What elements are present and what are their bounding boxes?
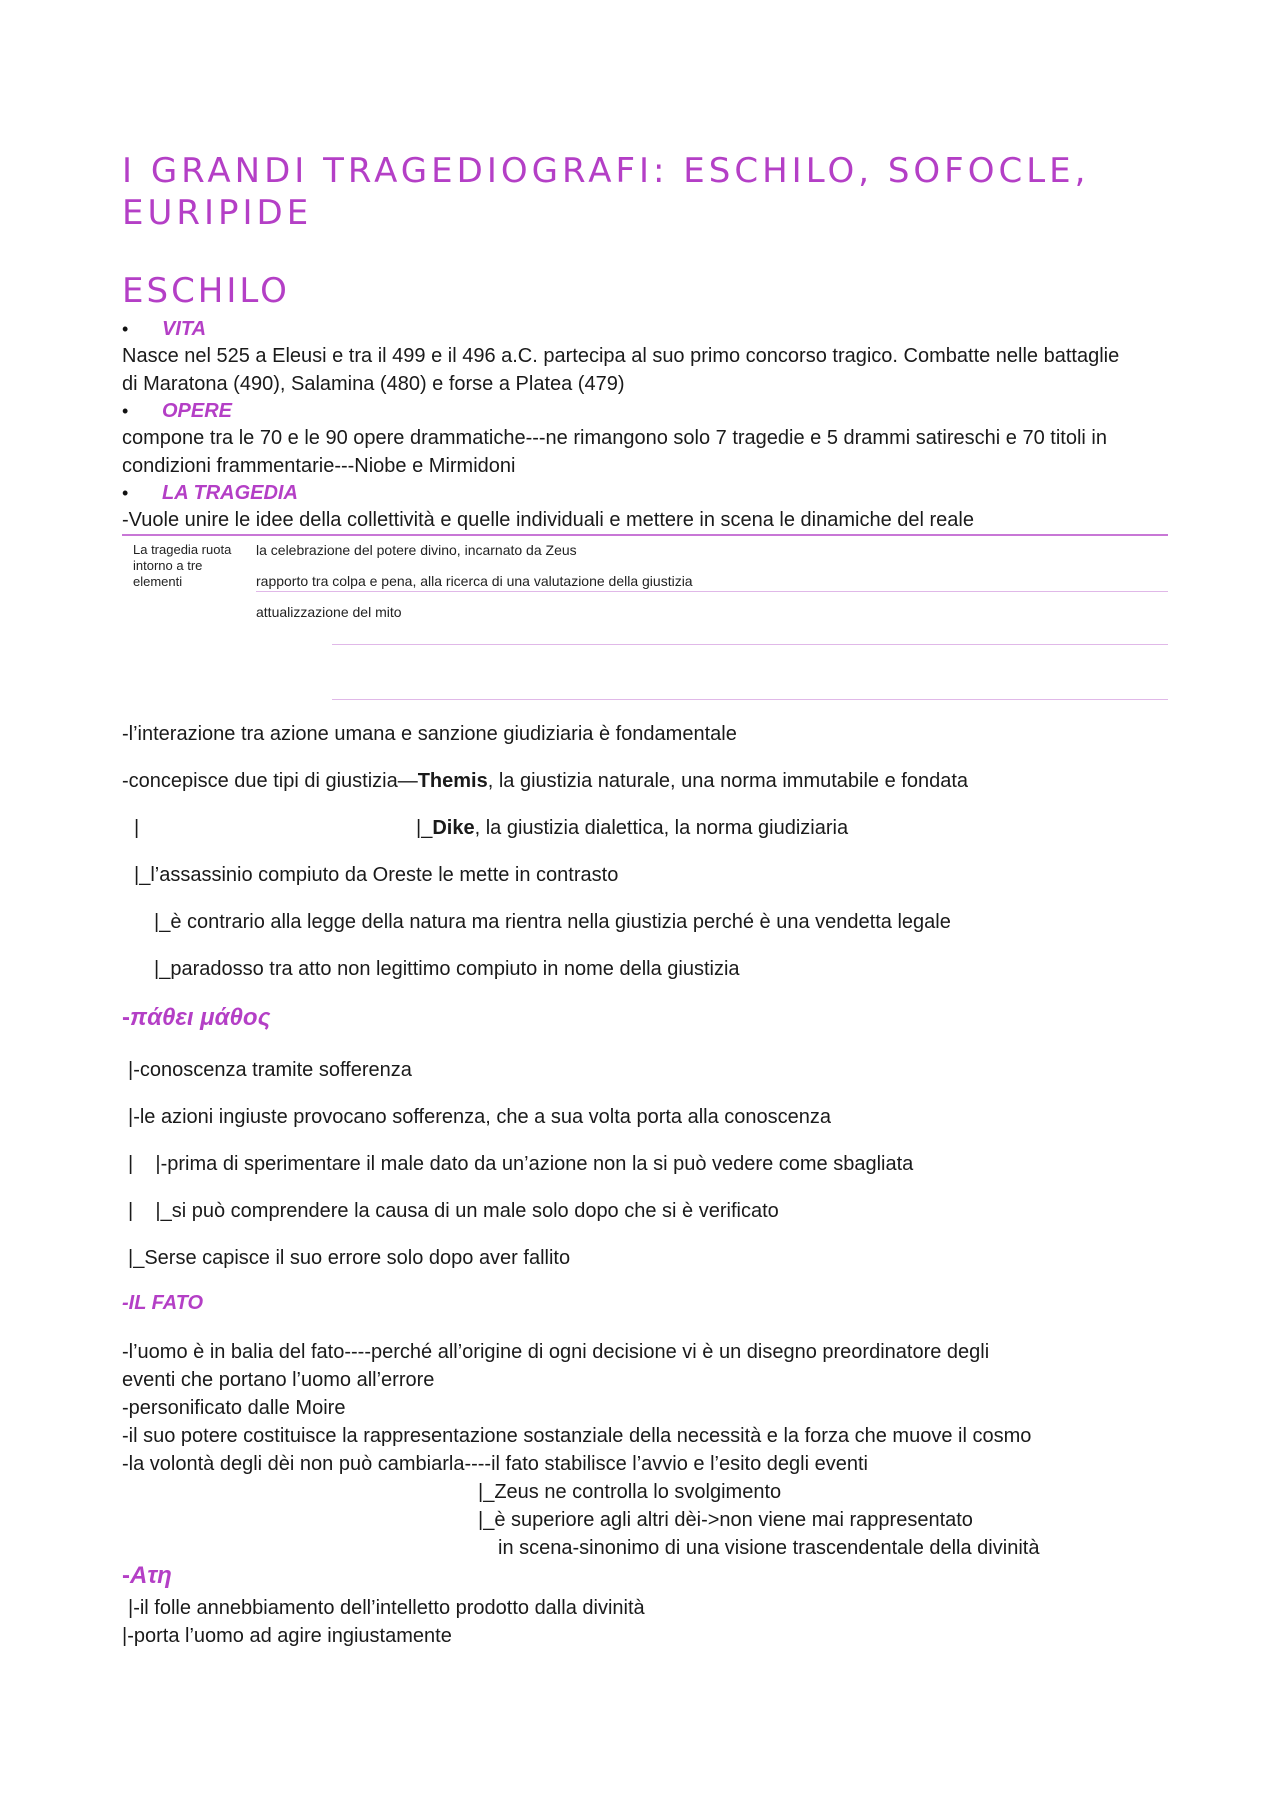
fato-line-3: -personificato dalle Moire <box>122 1397 346 1419</box>
diagram-root-label: La tragedia ruota intorno a tre elementi <box>133 542 232 589</box>
giustizia-line-4: |_l’assassinio compiuto da Oreste le mette in contrasto <box>134 864 619 886</box>
diagram-divider <box>332 699 1168 700</box>
vita-line-2: di Maratona (490), Salamina (480) e forse a Platea (479) <box>122 373 625 395</box>
fato-line-4: -il suo potere costituisce la rappresentazione sostanziale della necessità e la forza che muove il cosmo <box>122 1425 1032 1447</box>
text-run: |_ <box>416 817 433 839</box>
fato-line-7: |_è superiore agli altri dèi->non viene mai rappresentato <box>478 1509 973 1531</box>
bullet-label: OPERE <box>162 400 233 422</box>
text-run: - <box>122 1562 130 1589</box>
bullet-label: VITA <box>162 318 207 340</box>
giustizia-line-3-pipe: | <box>134 817 140 839</box>
bullet-dot-icon: • <box>122 483 129 503</box>
pathei-line-5: |_Serse capisce il suo errore solo dopo aver fallito <box>128 1247 571 1269</box>
text-run: , la giustizia naturale, una norma immutabile e fondata <box>487 770 969 792</box>
ate-line-1: |-il folle annebbiamento dell’intelletto prodotto dalla divinità <box>128 1597 645 1619</box>
pathei-line-4: | |_si può comprendere la causa di un male solo dopo che si è verificato <box>128 1200 779 1222</box>
text-run: , la giustizia dialettica, la norma giudiziaria <box>474 817 849 839</box>
page-title: I GRANDI TRAGEDIOGRAFI: ESCHILO, SOFOCLE, EURIPIDE <box>122 151 1090 233</box>
pathei-line-1: |-conoscenza tramite sofferenza <box>128 1059 412 1081</box>
text-run: πάθει μάθος <box>130 1004 271 1031</box>
bullet-dot-icon: • <box>122 319 129 339</box>
giustizia-line-6: |_paradosso tra atto non legittimo compiuto in nome della giustizia <box>154 958 740 980</box>
pathei-line-3: | |-prima di sperimentare il male dato da un’azione non la si può vedere come sbagliata <box>128 1153 914 1175</box>
vita-line-1: Nasce nel 525 a Eleusi e tra il 499 e il 496 a.C. partecipa al suo primo concorso tragico. Combatte nelle battaglie <box>122 345 1120 367</box>
fato-line-1: -l’uomo è in balia del fato----perché all’origine di ogni decisione vi è un disegno preordinatore degli <box>122 1341 990 1363</box>
fato-line-6: |_Zeus ne controlla lo svolgimento <box>478 1481 782 1503</box>
text-run: Ατη <box>130 1562 172 1589</box>
term-dike: Dike <box>432 817 475 839</box>
ate-line-2: |-porta l’uomo ad agire ingiustamente <box>122 1625 452 1647</box>
tragedia-line-1: -Vuole unire le idee della collettività e quelle individuali e mettere in scena le dinamiche del reale <box>122 509 974 531</box>
diagram-item: rapporto tra colpa e pena, alla ricerca di una valutazione della giustizia <box>256 573 693 589</box>
fato-line-8: in scena-sinonimo di una visione trascendentale della divinità <box>498 1537 1040 1559</box>
bullet-vita <box>122 316 206 342</box>
bullet-opere <box>122 398 232 424</box>
text-run: -concepisce due tipi di giustizia— <box>122 770 418 792</box>
term-themis: Themis <box>417 770 488 792</box>
fato-line-5: -la volontà degli dèi non può cambiarla----il fato stabilisce l’avvio e l’esito degli eventi <box>122 1453 868 1475</box>
opere-line-1: compone tra le 70 e le 90 opere drammatiche---ne rimangono solo 7 tragedie e 5 drammi satireschi e 70 titoli in <box>122 427 1107 449</box>
heading-il-fato: -IL FATO <box>122 1292 204 1314</box>
diagram-top-line <box>122 534 1168 536</box>
fato-line-2: eventi che portano l’uomo all’errore <box>122 1369 435 1391</box>
text-run: - <box>122 1004 130 1031</box>
heading-ate <box>122 1562 172 1590</box>
bullet-tragedia <box>122 480 298 506</box>
giustizia-line-5: |_è contrario alla legge della natura ma rientra nella giustizia perché è una vendetta legale <box>154 911 951 933</box>
giustizia-line-3 <box>416 814 1280 842</box>
diagram-item: la celebrazione del potere divino, incarnato da Zeus <box>256 542 577 558</box>
giustizia-line-2 <box>122 767 1182 795</box>
section-heading-eschilo: ESCHILO <box>122 271 290 311</box>
opere-line-2: condizioni frammentarie---Niobe e Mirmidoni <box>122 455 516 477</box>
diagram-divider <box>256 591 1168 592</box>
diagram-divider <box>332 644 1168 645</box>
giustizia-line-1: -l’interazione tra azione umana e sanzione giudiziaria è fondamentale <box>122 723 737 745</box>
bullet-label: LA TRAGEDIA <box>162 482 298 504</box>
bullet-dot-icon: • <box>122 401 129 421</box>
heading-pathei-mathos <box>122 1004 270 1032</box>
pathei-line-2: |-le azioni ingiuste provocano sofferenza, che a sua volta porta alla conoscenza <box>128 1106 832 1128</box>
diagram-item: attualizzazione del mito <box>256 604 402 620</box>
